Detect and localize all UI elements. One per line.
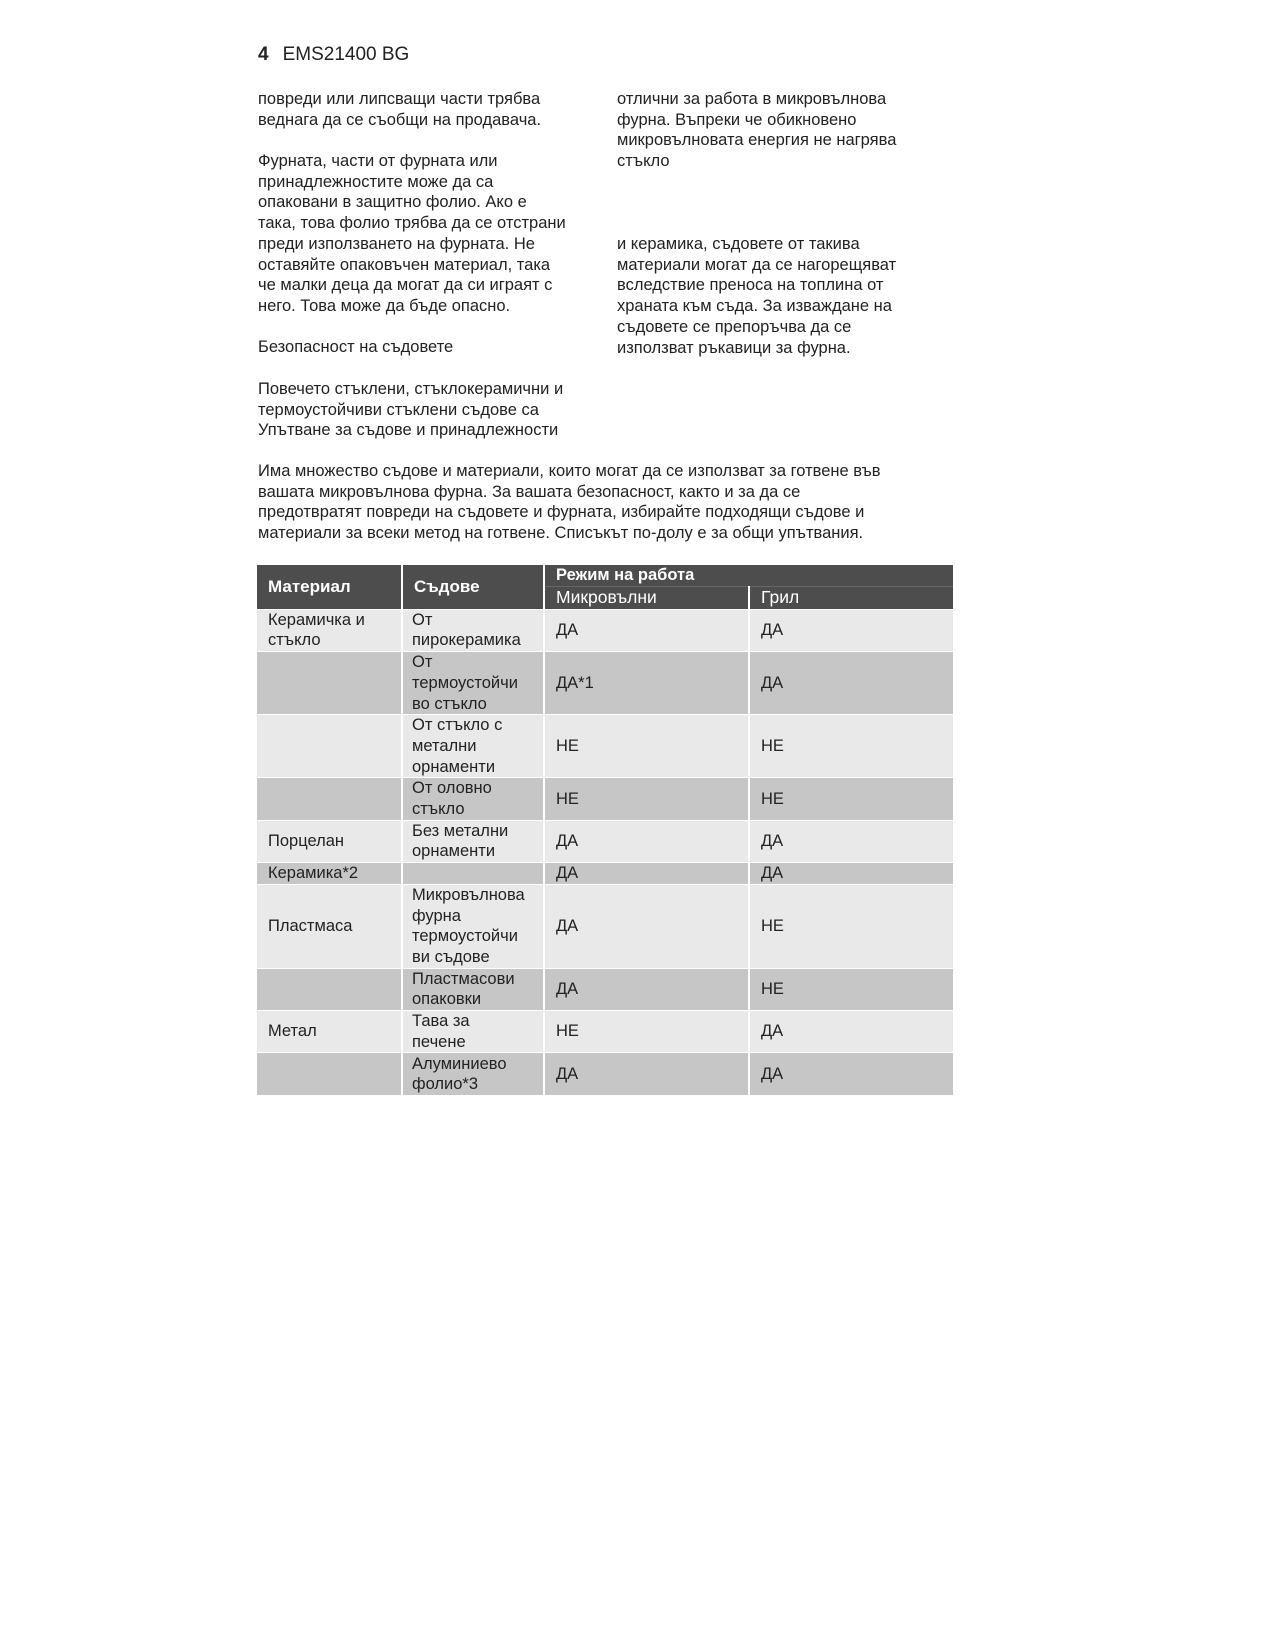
table-row	[257, 609, 953, 651]
cell-microwave: ДА	[544, 863, 749, 885]
table-row	[257, 863, 953, 885]
cell-material	[257, 1053, 402, 1095]
cell-microwave: ДА	[544, 1053, 749, 1095]
cell-grill: ДА	[749, 652, 953, 715]
table-row	[257, 715, 953, 778]
cell-material	[257, 652, 402, 715]
table-row	[257, 1053, 953, 1095]
cell-cookware: Пластмасови опаковки	[402, 968, 544, 1010]
page-number: 4	[258, 44, 269, 65]
cell-cookware: Без метални орнаменти	[402, 820, 544, 862]
table-row	[257, 778, 953, 820]
document-title: EMS21400 BG	[282, 44, 410, 65]
intro-paragraph: Има множество съдове и материали, които могат да се използват за готвене във вашата микровълнова фурна. За вашата безопасност, както и за да се предотвратят повреди на съдовете и фурната, избирайте подходящи съдове и материали за всеки метод на готвене. Списъкът по-долу е за общи упътвания.	[258, 462, 881, 543]
table-row	[257, 884, 953, 968]
cell-cookware: От оловно стъкло	[402, 778, 544, 820]
header-cookware: Съдове	[402, 565, 544, 609]
cell-cookware: От стъкло с метални орнаменти	[402, 715, 544, 778]
cell-microwave: ДА*1	[544, 652, 749, 715]
cell-material	[257, 778, 402, 820]
table-row	[257, 968, 953, 1010]
cell-microwave: НЕ	[544, 715, 749, 778]
cell-material	[257, 968, 402, 1010]
header-grill: Грил	[749, 586, 953, 609]
table-row	[257, 652, 953, 715]
cell-cookware: От пирокерамика	[402, 609, 544, 651]
cell-cookware: Алуминиево фолио*3	[402, 1053, 544, 1095]
cell-grill: ДА	[749, 820, 953, 862]
header-microwave: Микровълни	[544, 586, 749, 609]
cell-grill: ДА	[749, 863, 953, 885]
paragraph: и керамика, съдовете от такива материали могат да се нагорещяват вследствие преноса на топлина от храната към съда. За изваждане на съдовете се препоръчва да се използват ръкавици за фурна.	[617, 235, 897, 357]
cell-material	[257, 715, 402, 778]
cell-cookware: Микровълнова фурна термоустойчи ви съдове	[402, 884, 544, 968]
cell-grill: НЕ	[749, 715, 953, 778]
cell-grill: НЕ	[749, 884, 953, 968]
paragraph: Повечето стъклени, стъклокерамични и термоустойчиви стъклени съдове са Упътване за съдове и принадлежности	[258, 380, 564, 440]
cell-microwave: ДА	[544, 968, 749, 1010]
cell-material: Метал	[257, 1011, 402, 1053]
cell-microwave: ДА	[544, 609, 749, 651]
header-material: Материал	[257, 565, 402, 609]
table-row	[257, 820, 953, 862]
cookware-table	[257, 565, 953, 1095]
cell-material: Керамичка и стъкло	[257, 609, 402, 651]
cell-cookware	[402, 863, 544, 885]
cell-grill: НЕ	[749, 968, 953, 1010]
cell-material: Керамика*2	[257, 863, 402, 885]
section-heading: Безопасност на съдовете	[258, 338, 454, 356]
cell-microwave: ДА	[544, 820, 749, 862]
table-body	[257, 609, 953, 1095]
table-row	[257, 1011, 953, 1053]
page-header	[258, 44, 409, 66]
cell-cookware: От термоустойчи во стъкло	[402, 652, 544, 715]
cell-material: Порцелан	[257, 820, 402, 862]
cell-grill: НЕ	[749, 778, 953, 820]
cell-microwave: НЕ	[544, 778, 749, 820]
paragraph: отлични за работа в микровълнова фурна. Въпреки че обикновено микровълновата енергия не нагрява стъкло	[617, 90, 897, 171]
cell-grill: ДА	[749, 609, 953, 651]
header-mode: Режим на работа	[544, 565, 953, 586]
paragraph: повреди или липсващи части трябва веднага да се съобщи на продавача.	[258, 90, 542, 129]
cell-grill: ДА	[749, 1011, 953, 1053]
cell-cookware: Тава за печене	[402, 1011, 544, 1053]
cell-grill: ДА	[749, 1053, 953, 1095]
cell-microwave: ДА	[544, 884, 749, 968]
cell-material: Пластмаса	[257, 884, 402, 968]
cell-microwave: НЕ	[544, 1011, 749, 1053]
paragraph: Фурната, части от фурната или принадлежностите може да са опаковани в защитно фолио. Ако е така, това фолио трябва да се отстрани преди използването на фурната. Не оставяйте опаковъчен материал, така че малки деца да могат да си играят с него. Това може да бъде опасно.	[258, 152, 566, 315]
